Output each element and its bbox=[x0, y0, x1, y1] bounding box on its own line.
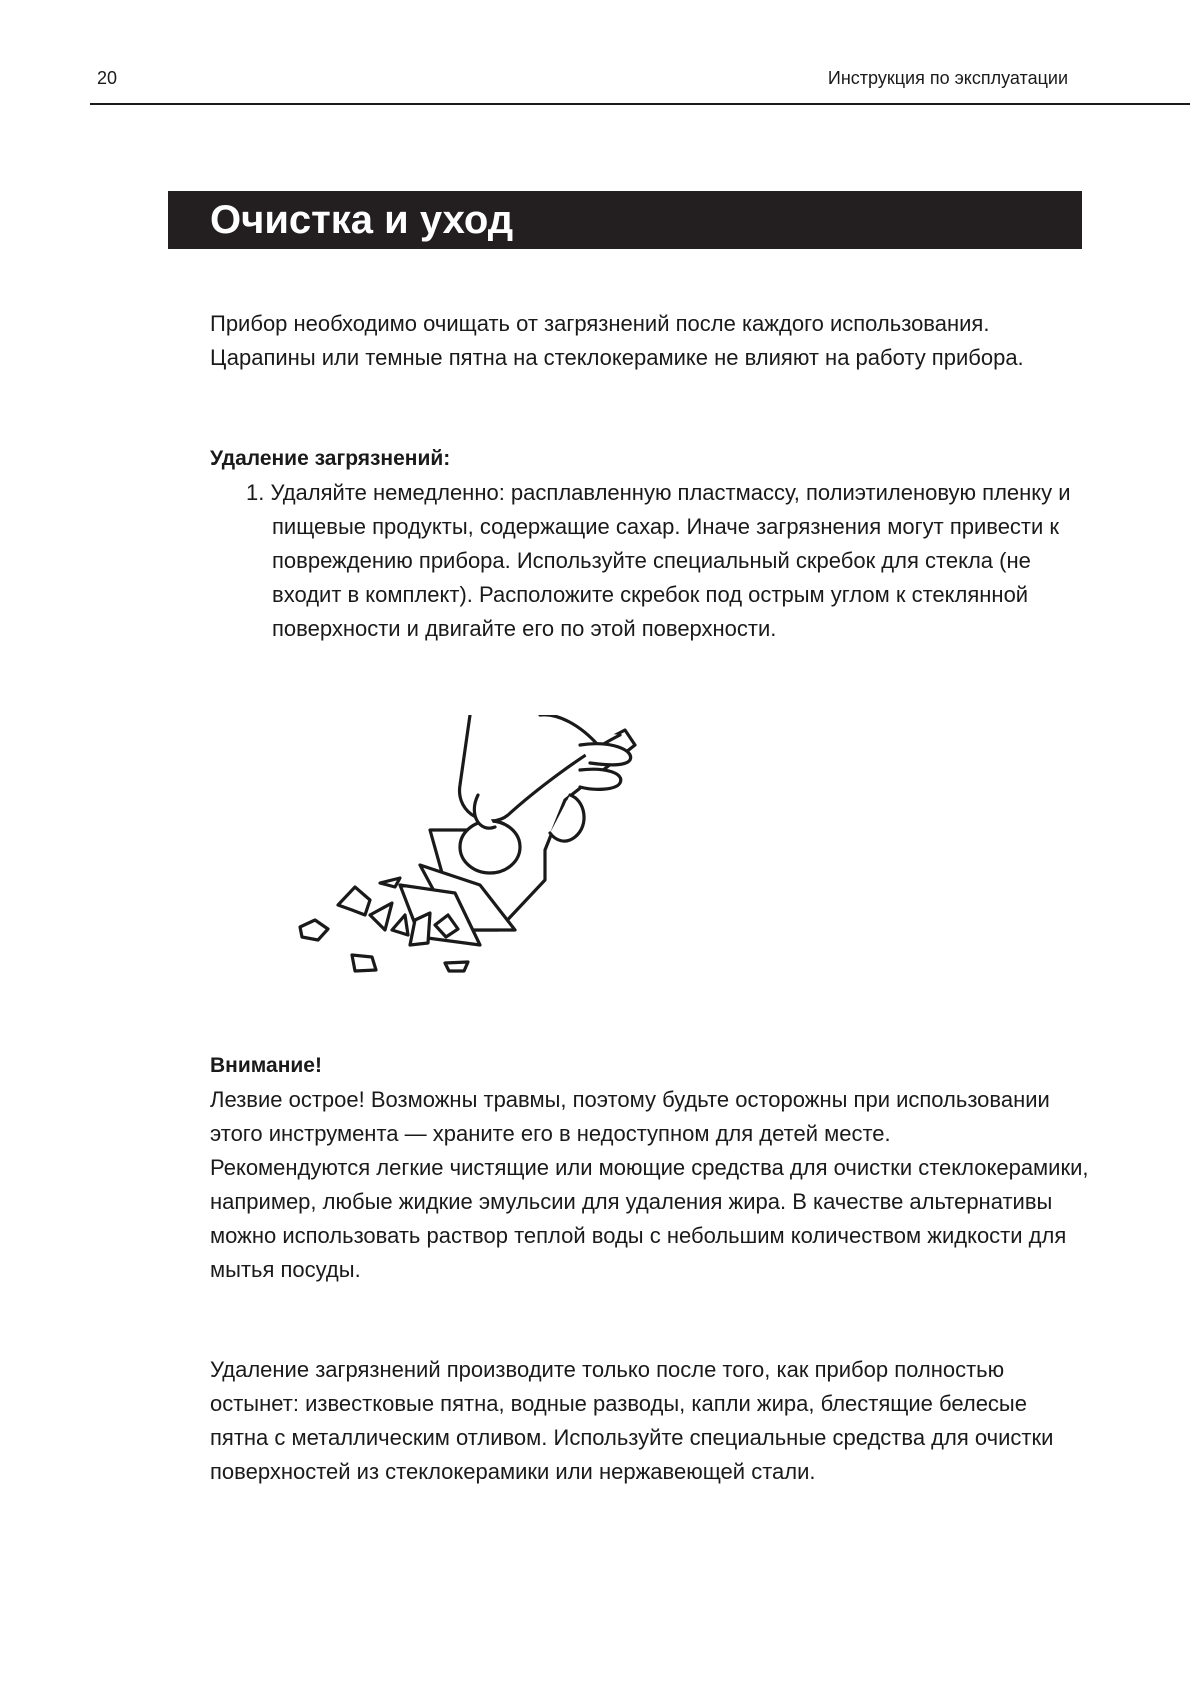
header-divider bbox=[90, 103, 1190, 105]
attention-label: Внимание! bbox=[210, 1054, 322, 1077]
final-text: Удаление загрязнений производите только после того, как прибор полностью остынет: известковые пятна, водные разводы, капли жира, блестящие белесые пятна с металлическим отливом. Используйте специальные средства для очистки поверхностей из стеклокерамики или нержавеющей стали. bbox=[210, 1357, 1054, 1484]
attention-recommendation: Рекомендуются легкие чистящие или моющие средства для очистки стеклокерамики, например, любые жидкие эмульсии для удаления жира. В качестве альтернативы можно использовать раствор теплой воды с небольшим количеством жидкости для мытья посуды. bbox=[210, 1155, 1089, 1282]
intro-paragraph bbox=[210, 307, 1090, 375]
section-title-band bbox=[168, 191, 1082, 249]
page-number: 20 bbox=[97, 68, 118, 88]
removal-step: 1. Удаляйте немедленно: расплавленную пластмассу, полиэтиленовую пленку и пищевые продукты, содержащие сахар. Иначе загрязнения могут привести к повреждению прибора. Используйте специальный скребок для стекла (не входит в комплект). Расположите скребок под острым углом к стеклянной поверхности и двигайте его по этой поверхности. bbox=[246, 480, 1071, 641]
attention-block bbox=[210, 1049, 1090, 1287]
removal-heading: Удаление загрязнений: bbox=[210, 447, 451, 470]
running-header: Инструкция по эксплуатации bbox=[827, 68, 1068, 88]
final-paragraph bbox=[210, 1353, 1090, 1489]
section-title: Очистка и уход bbox=[210, 198, 514, 242]
intro-text: Прибор необходимо очищать от загрязнений после каждого использования. Царапины или темные пятна на стеклокерамике не влияют на работу прибора. bbox=[210, 311, 1024, 370]
glass-scraper-icon bbox=[280, 715, 700, 1005]
attention-warning: Лезвие острое! Возможны травмы, поэтому будьте осторожны при использовании этого инструмента — храните его в недоступном для детей месте. bbox=[210, 1087, 1050, 1146]
removal-steps bbox=[246, 476, 1086, 646]
